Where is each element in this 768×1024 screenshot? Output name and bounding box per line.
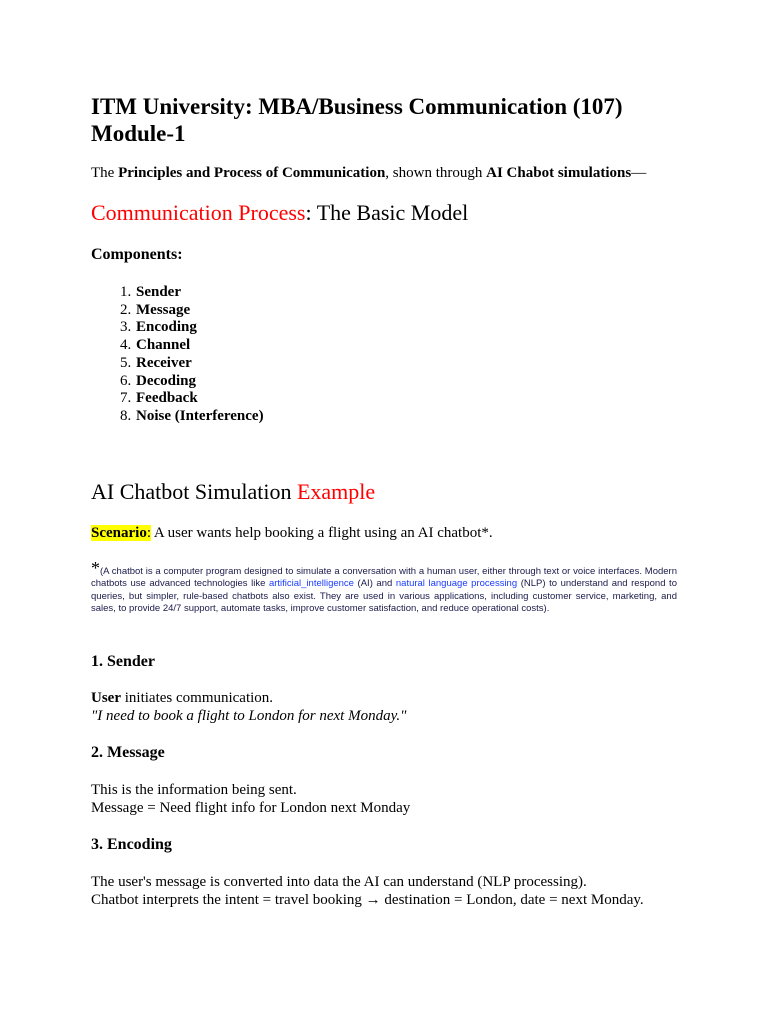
sender-user: User (91, 690, 121, 706)
title-line-2: Module-1 (91, 121, 186, 146)
components-heading: Components: (91, 246, 183, 263)
list-item: 6. Decoding (135, 373, 264, 391)
chatbot-footnote (91, 558, 677, 615)
intro-bold-principles: Principles and Process of Communication (118, 165, 386, 181)
list-item: 2. Message (135, 302, 264, 320)
list-item: 4. Channel (135, 337, 264, 355)
message-paragraph (91, 781, 410, 817)
sender-heading: 1. Sender (91, 653, 155, 670)
intro-bold-simulations: AI Chabot simulations (486, 165, 632, 181)
simulation-heading-red: Example (296, 479, 376, 504)
simulation-heading-black: AI Chatbot Simulation (91, 479, 297, 504)
encoding-line-2b: destination = London, date = next Monday. (380, 892, 644, 908)
sender-text: initiates communication. (121, 690, 274, 706)
intro-suffix: — (631, 165, 647, 181)
footnote-star: * (91, 558, 100, 578)
list-item: 1. Sender (135, 284, 264, 302)
list-item: 8. Noise (Interference) (135, 408, 264, 426)
message-line-2: Message = Need flight info for London next Monday (91, 800, 411, 816)
nlp-link[interactable]: natural language processing (395, 578, 518, 590)
arrow-icon: → (365, 892, 381, 908)
scenario-line (91, 525, 493, 542)
message-heading: 2. Message (91, 744, 165, 761)
message-line-1: This is the information being sent. (91, 782, 297, 798)
list-item: 7. Feedback (135, 390, 264, 408)
scenario-text: A user wants help booking a flight using an AI chatbot*. (151, 525, 493, 541)
intro-paragraph (91, 165, 646, 182)
artificial-intelligence-link[interactable]: artificial_intelligence (268, 578, 354, 590)
sender-quote: "I need to book a flight to London for next Monday." (91, 708, 407, 724)
page-title (91, 93, 677, 147)
list-item: 3. Encoding (135, 319, 264, 337)
scenario-label: Scenario: (91, 525, 151, 541)
list-item: 5. Receiver (135, 355, 264, 373)
encoding-line-2a: Chatbot interprets the intent = travel booking (91, 892, 366, 908)
intro-middle: , shown through (385, 165, 487, 181)
components-list (91, 284, 264, 426)
encoding-heading: 3. Encoding (91, 836, 172, 853)
process-heading-rest: : The Basic Model (305, 200, 469, 225)
title-line-1: ITM University: MBA/Business Communication (107) (91, 94, 623, 119)
footnote-part-3: (NLP) to understand and respond to queries, but simpler, rule-based chatbots also exist. They are used in various applications, including customer service, marketing, and sales, to provide 24/7 support, automate tasks, improve customer satisfaction, and reduce operational costs). (91, 578, 677, 614)
document-content (91, 93, 677, 908)
sender-paragraph (91, 689, 406, 725)
simulation-heading (91, 479, 375, 505)
footnote-part-1: (A chatbot is a computer program designed to simulate a conversation with a human user, either through text or voice interfaces. Modern chatbots use advanced technologies like (91, 566, 677, 590)
encoding-line-1: The user's message is converted into data the AI can understand (NLP processing). (91, 874, 587, 890)
intro-prefix: The (91, 165, 119, 181)
footnote-part-2: (AI) and (353, 578, 396, 590)
process-heading (91, 200, 468, 226)
encoding-paragraph (91, 873, 644, 909)
process-heading-red: Communication Process (91, 200, 306, 225)
